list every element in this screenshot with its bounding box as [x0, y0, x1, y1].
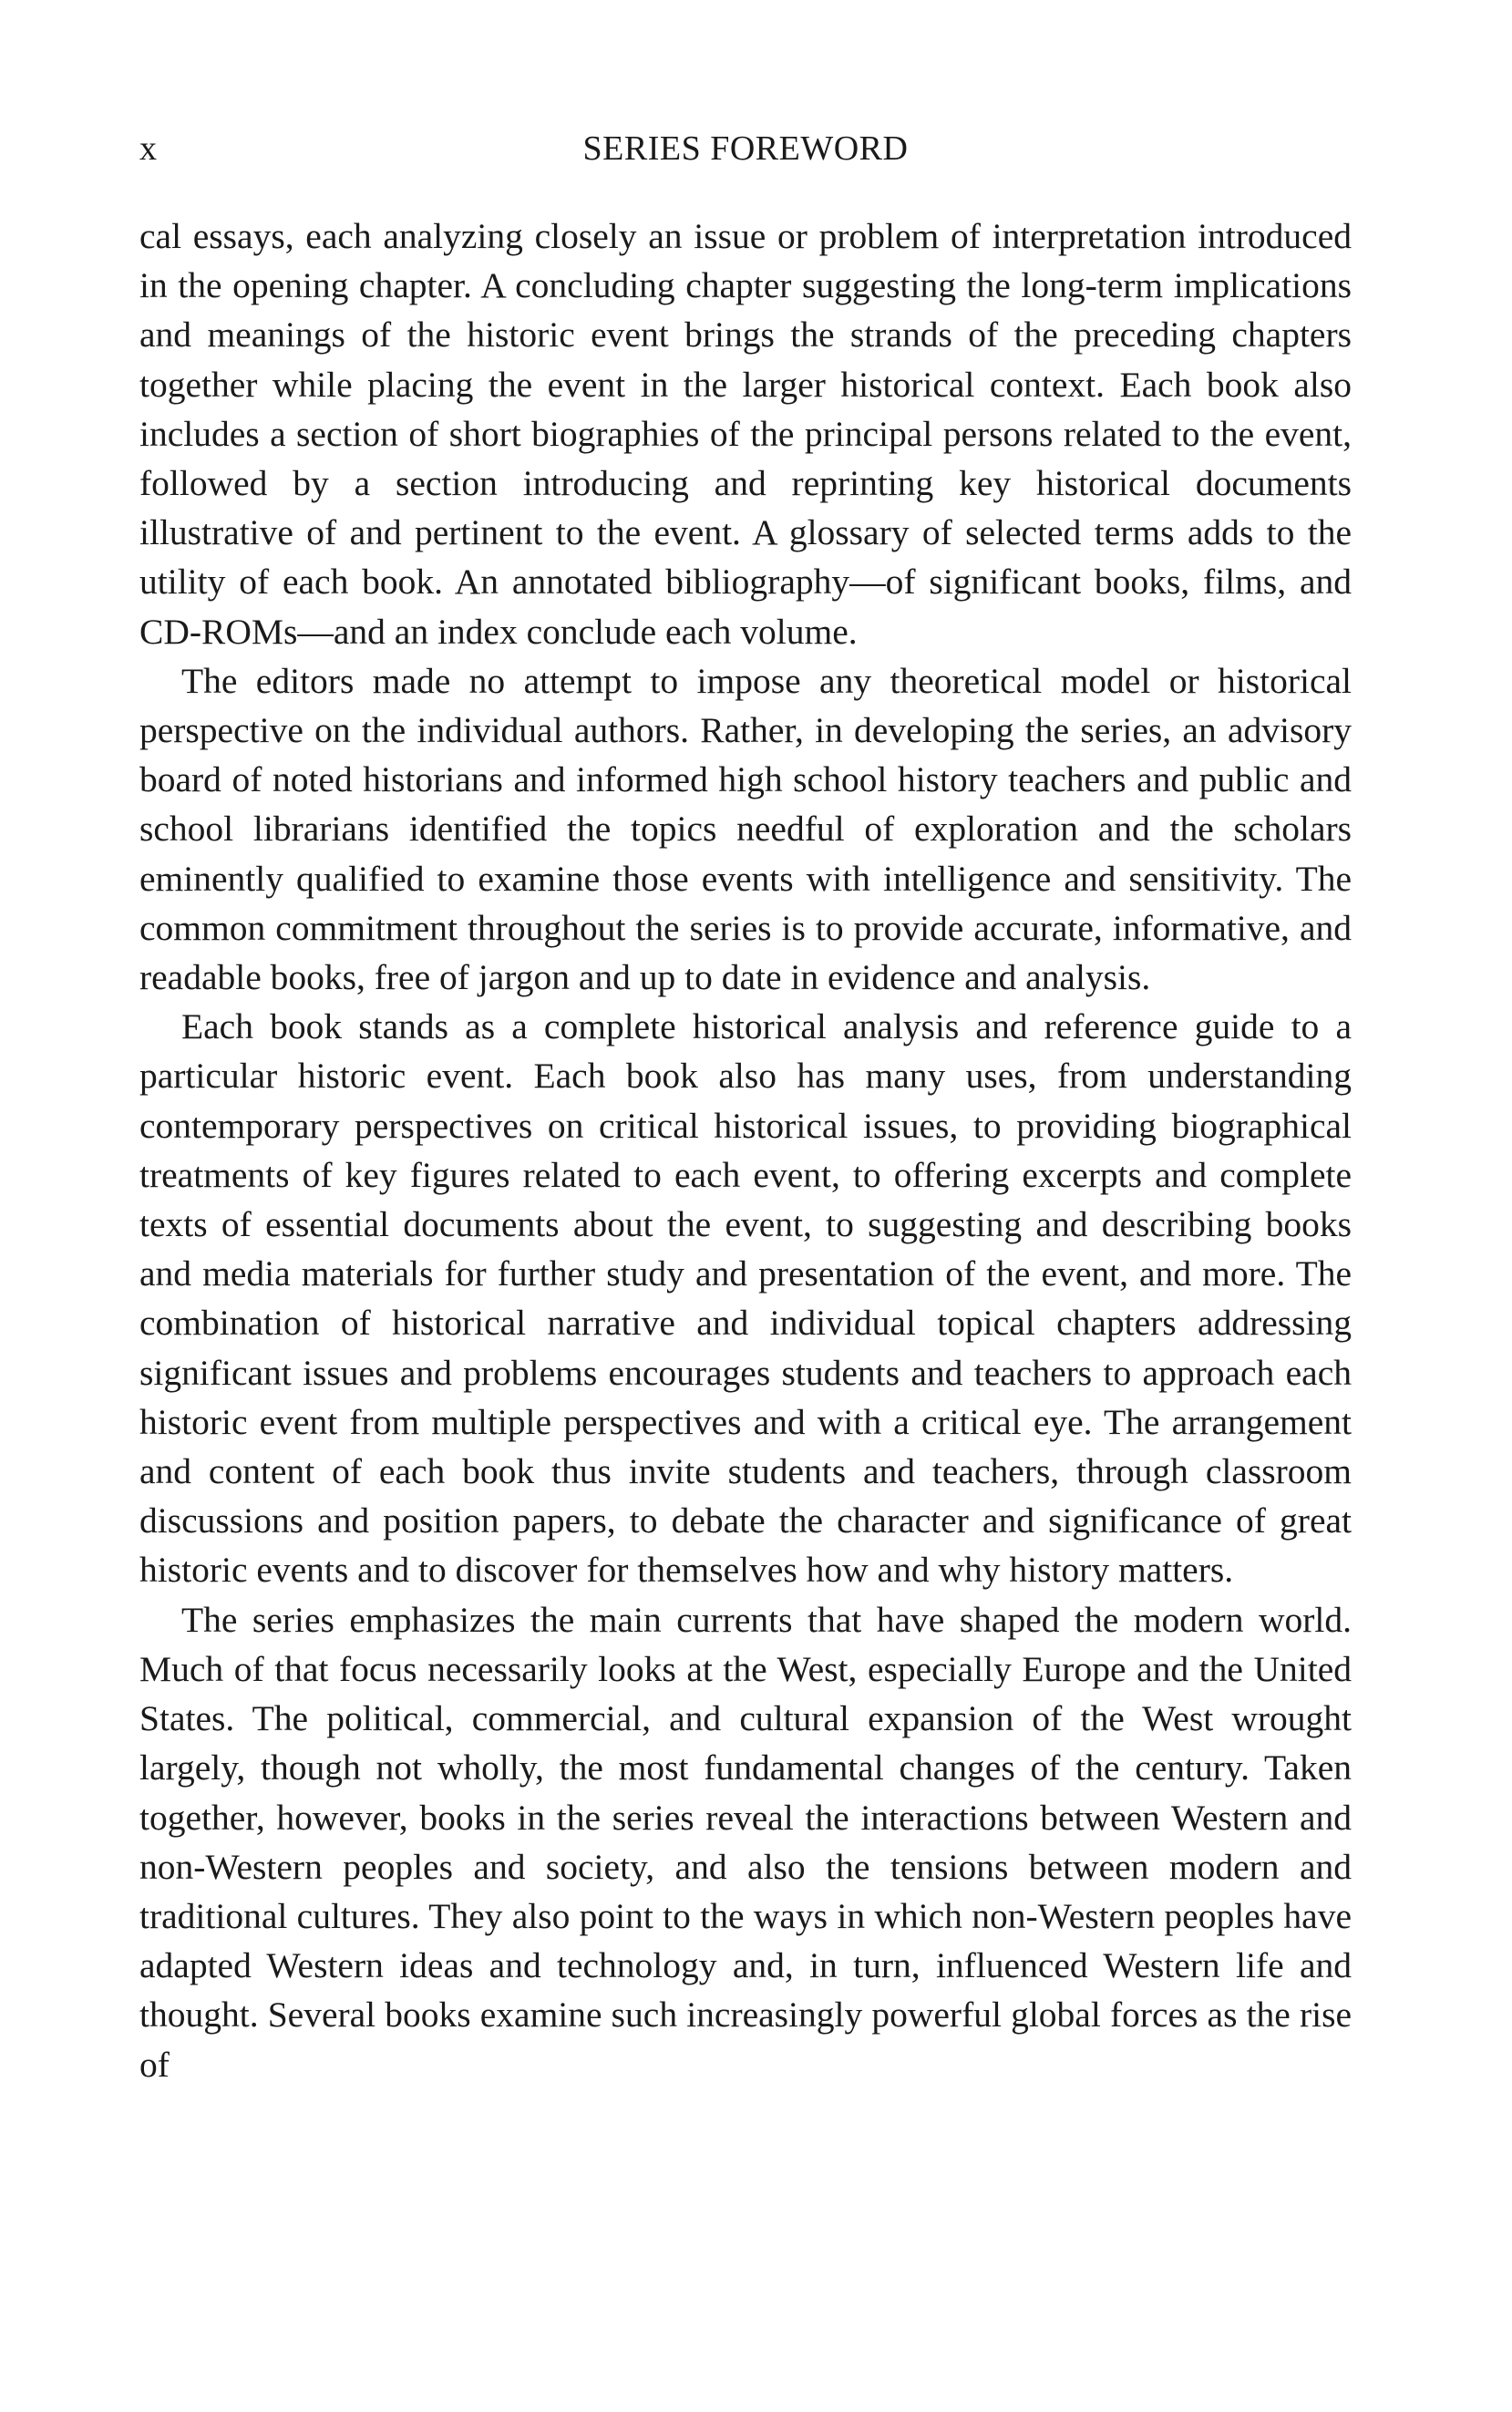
paragraph-4: The series emphasizes the main currents that have shaped the modern world. Much of that focus necessarily looks at the West, especially Europe and the United States. The political, commercial, and cultural expansion of the West wrought largely, though not wholly, the most fundamental changes of the century. Taken together, however, books in the series reveal the interactions between Western and non-Western peoples and society, and also the tensions between modern and traditional cultures. They also point to the ways in which non-Western peoples have adapted Western ideas and technology and, in turn, influenced Western life and thought. Several books examine such increasingly powerful global forces as the rise of	[139, 1599, 1352, 2085]
running-head	[139, 126, 1352, 171]
paragraph-3: Each book stands as a complete historical analysis and reference guide to a particular historic event. Each book also has many uses, from understanding contemporary perspectives on critical historical issues, to providing biographical treatments of key figures related to each event, to offering excerpts and complete texts of essential documents about the event, to suggesting and describing books and media materials for further study and presentation of the event, and more. The combination of historical narrative and individual topical chapters addressing significant issues and problems encourages students and teachers to approach each historic event from multiple perspectives and with a critical eye. The arrangement and content of each book thus invite students and teachers, through classroom discussions and position papers, to debate the character and significance of great historic events and to discover for themselves how and why history matters.	[139, 1006, 1352, 1591]
running-title: SERIES FOREWORD	[582, 129, 909, 168]
paragraph-1: cal essays, each analyzing closely an issue or problem of interpretation introduced in the opening chapter. A concluding chapter suggesting the long-term implications and meanings of the historic event brings the strands of the preceding chapters together while placing the event in the larger historical context. Each book also includes a section of short biographies of the principal persons related to the event, followed by a section introducing and reprinting key historical documents illustrative of and pertinent to the event. A glossary of selected terms adds to the utility of each book. An annotated bibliography—of significant books, films, and CD-ROMs—and an index conclude each volume.	[139, 216, 1352, 652]
page-number: x	[139, 129, 157, 168]
paragraph-2: The editors made no attempt to impose any theoretical model or historical perspective on the individual authors. Rather, in developing the series, an advisory board of noted historians and informed high school history teachers and public and school librarians identified the topics needful of exploration and the scholars eminently qualified to examine those events with intelligence and sensitivity. The common commitment throughout the series is to provide accurate, informative, and readable books, free of jargon and up to date in evidence and analysis.	[139, 660, 1352, 998]
body-text	[139, 211, 1352, 2089]
